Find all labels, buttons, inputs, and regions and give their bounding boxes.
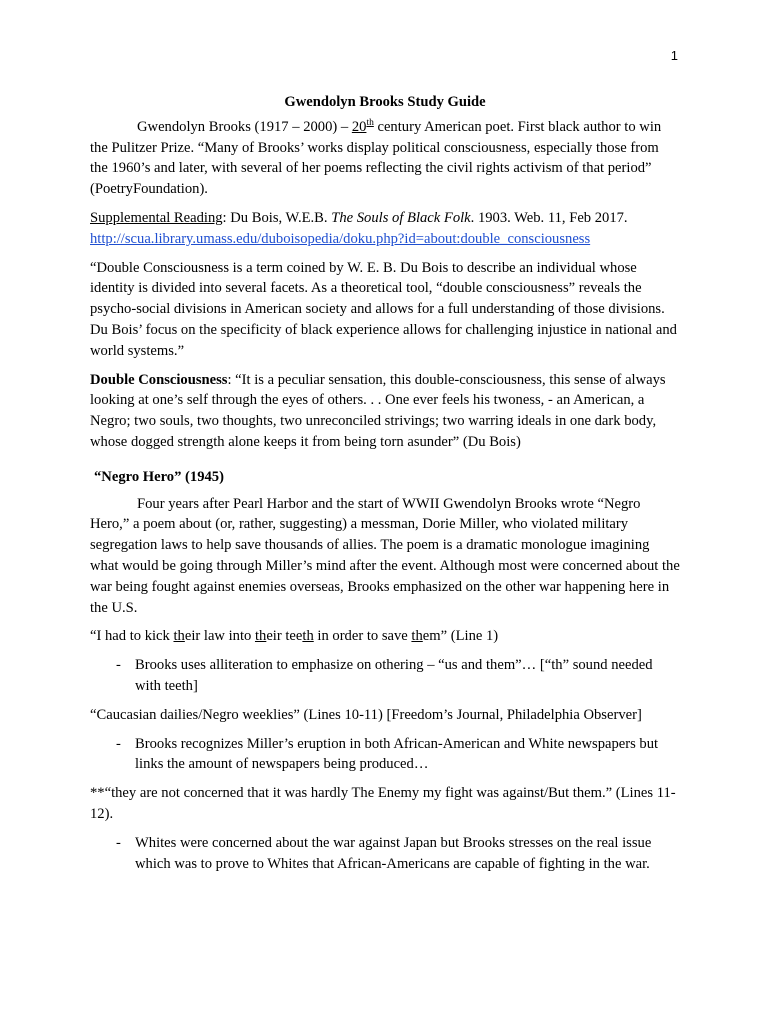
definition-paragraph bbox=[90, 370, 680, 453]
quote-lines-10-11: “Caucasian dailies/Negro weeklies” (Lines 10-11) [Freedom’s Journal, Philadelphia Observer] bbox=[90, 706, 642, 723]
intro-century-number: 20 bbox=[351, 118, 367, 135]
quote1-part: eir tee bbox=[266, 628, 303, 645]
document-body bbox=[90, 92, 680, 882]
section-heading: “Negro Hero” (1945) bbox=[94, 468, 224, 485]
supplemental-citation-end: . 1903. Web. 11, Feb 2017. bbox=[470, 209, 628, 226]
bullet-item bbox=[116, 833, 680, 875]
supplemental-url-link[interactable]: http://scua.library.umass.edu/duboisopedia/doku.php?id=about:double_consciousness bbox=[90, 230, 591, 247]
supplemental-reading bbox=[90, 208, 680, 250]
quote1-underlined-th: th bbox=[411, 628, 423, 645]
double-consciousness-quote: “Double Consciousness is a term coined by W. E. B. Du Bois to describe an individual whose identity is divided into several facets. As a theoretical tool, “double consciousness” reveals the psycho-social divisions in American society and allows for a full understanding of those divisions. Du Bois’ focus on the specificity of black experience allows for challenging injustice in national and world systems.” bbox=[90, 259, 677, 359]
quote1-part: eir law into bbox=[184, 628, 255, 645]
bullet-text: Brooks uses alliteration to emphasize on othering – “us and them”… [“th” sound needed with teeth] bbox=[135, 657, 653, 694]
quote1-part: in order to save bbox=[313, 628, 412, 645]
supplemental-label: Supplemental Reading bbox=[90, 209, 223, 226]
quote1-underlined-th: th bbox=[254, 628, 267, 645]
definition-term: Double Consciousness bbox=[90, 371, 228, 388]
bullet-item bbox=[116, 734, 680, 776]
supplemental-book-title: The Souls of Black Folk bbox=[331, 209, 471, 226]
bullet-text: Brooks recognizes Miller’s eruption in both African-American and White newspapers but links the amount of newspapers being produced… bbox=[135, 735, 659, 773]
bullet-text: Whites were concerned about the war against Japan but Brooks stresses on the real issue which was to prove to Whites that African-Americans are capable of fighting in the war. bbox=[135, 834, 652, 872]
supplemental-citation-start: : Du Bois, W.E.B. bbox=[222, 209, 332, 226]
bullet-dash: - bbox=[116, 735, 121, 752]
quote1-part: em” (Line 1) bbox=[422, 628, 499, 645]
bullet-dash: - bbox=[116, 657, 121, 674]
intro-rest: century American poet. First black author to win the Pulitzer Prize. “Many of Brooks’ works display political consciousness, especially those from the 1960’s and later, with several of her poems reflecting the civil rights activism of that period” (PoetryFoundation). bbox=[90, 118, 662, 198]
page-number: 1 bbox=[670, 48, 678, 63]
quote-line-1 bbox=[90, 626, 680, 647]
intro-name-dates: Gwendolyn Brooks (1917 – 2000) – bbox=[137, 118, 352, 135]
bullet-item bbox=[116, 655, 680, 697]
definition-text: : “It is a peculiar sensation, this double-consciousness, this sense of always looking at one’s self through the eyes of others. . . One ever feels his twoness, - an American, a Negro; two souls, two thoughts, two unreconciled strivings; two warring ideals in one dark body, whose dogged strength alone keeps it from being torn asunder” (Du Bois) bbox=[90, 371, 666, 450]
section-intro-paragraph: Four years after Pearl Harbor and the start of WWII Gwendolyn Brooks wrote “Negro Hero,” a poem about (or, rather, suggesting) a messman, Dorie Miller, who violated military segregation laws to help save thousands of allies. The poem is a dramatic monologue imagining what would be going through Miller’s mind after the event. Although most were concerned about the war being fought against enemies overseas, Brooks emphasized on the other war happening here in the U.S. bbox=[90, 495, 680, 616]
quote1-underlined-th: th bbox=[302, 628, 314, 645]
intro-paragraph bbox=[90, 117, 680, 200]
quote1-part: “I had to kick bbox=[90, 628, 174, 645]
bullet-dash: - bbox=[116, 834, 121, 851]
quote1-underlined-th: th bbox=[173, 628, 185, 645]
document-title: Gwendolyn Brooks Study Guide bbox=[284, 94, 486, 110]
intro-century-suffix: th bbox=[366, 117, 374, 128]
quote-lines-11-12: **“they are not concerned that it was hardly The Enemy my fight was against/But them.” (Lines 11-12). bbox=[90, 785, 676, 822]
